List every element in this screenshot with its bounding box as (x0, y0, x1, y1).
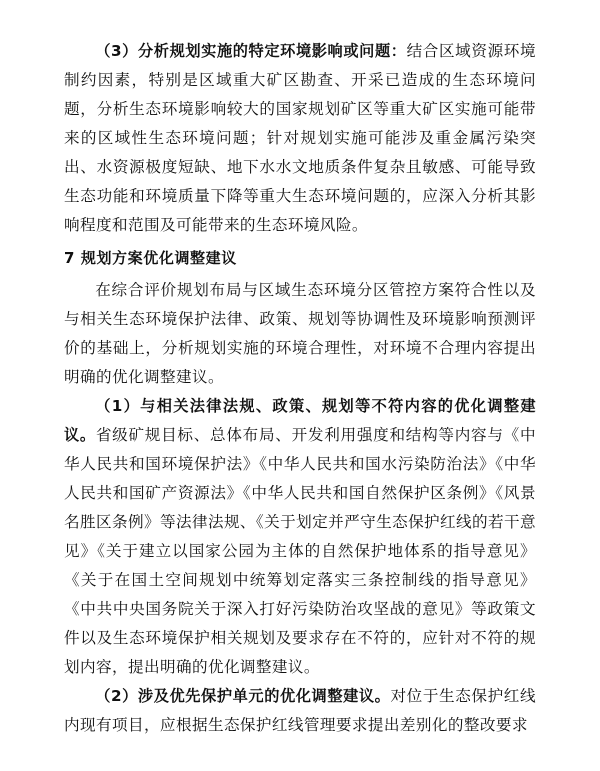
item-2-body: 对位于生态保护红线内现有项目，应根据生态保护红线管理要求提出差别化的整改要求 (64, 687, 536, 734)
item-1-body: 省级矿规目标、总体布局、开发利用强度和结构等内容与《中华人民共和国环境保护法》《中华人民共和国水污染防治法》《中华人民共和国矿产资源法》《中华人民共和国自然保护区条例》《风景名胜区条例》等法律法规、《关于划定并严守生态保护红线的若干意见》《关于建立以国家公园为主体的自然保护地体系的指导意见》《关于在国土空间规划中统筹划定落实三条控制线的指导意见》《中共中央国务院关于深入打好污染防治攻坚战的意见》等政策文件以及生态环境保护相关规划及要求存在不符的，应针对不符的规划内容，提出明确的优化调整建议。 (64, 426, 537, 676)
item-2-title: （2）涉及优先保护单元的优化调整建议。 (95, 687, 391, 705)
section-3-body: 结合区域资源环境制约因素，特别是区域重大矿区勘查、开采已造成的生态环境问题，分析生态环境影响较大的国家规划矿区等重大矿区实施可能带来的区域性生态环境问题；针对规划实施可能涉及重金属污染突出、水资源极度短缺、地下水水文地质条件复杂且敏感、可能导致生态功能和环境质量下降等重大生态环境问题的，应深入分析其影响程度和范围及可能带来的生态环境风险。 (64, 42, 536, 234)
document-page (64, 37, 536, 740)
item-1-paragraph (64, 392, 536, 682)
item-2-paragraph (64, 682, 536, 740)
section-3-title: （3）分析规划实施的特定环境影响或问题： (95, 42, 407, 60)
item-1-title: （1）与相关法律法规、政策、规划等不符内容的优化调整建议。 (64, 397, 536, 444)
section-7-intro-paragraph: 在综合评价规划布局与区域生态环境分区管控方案符合性以及与相关生态环境保护法律、政策、规划等协调性及环境影响预测评价的基础上，分析规划实施的环境合理性，对环境不合理内容提出明确的优化调整建议。 (64, 281, 536, 386)
section-3-paragraph (64, 37, 536, 240)
section-7-heading: 7 规划方案优化调整建议 (64, 249, 237, 267)
